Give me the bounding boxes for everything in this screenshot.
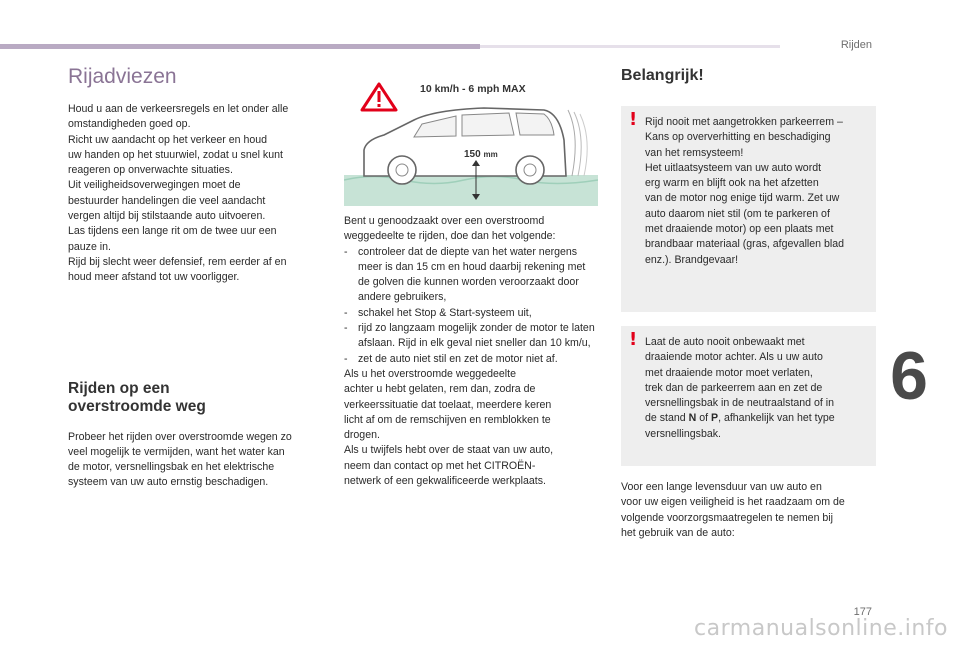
warning-text-part: of	[696, 412, 711, 425]
water-depth-value: 150	[464, 149, 481, 160]
driving-advice-text: Houd u aan de verkeersregels en let onder alle omstandigheden goed op. Richt uw aandacht op het verkeer en houd uw handen op het stuurwiel, zodat u snel kunt reageren op onverwachte situaties. Uit veiligheidsoverwegingen moet de bestuurder handelingen die veel aandacht vergen altijd bij stilstaande auto uitvoeren. Las tijdens een lange rit om de twee uur een pauze in. Rijd bij slecht weer defensief, rem eerder af en houd meer afstand tot uw voorligger.	[68, 103, 289, 284]
page-number: 177	[853, 606, 872, 618]
flooded-road-illustration	[344, 80, 598, 206]
gear-p-label: P	[710, 412, 719, 425]
list-item: - rijd zo langzaam mogelijk zonder de motor te laten afslaan. Rijd in elk geval niet sneller dan 10 km/u,	[344, 321, 600, 352]
list-item: - schakel het Stop & Start-systeem uit,	[344, 306, 600, 321]
exclamation-icon: !	[629, 109, 638, 130]
warning-text-engine-running	[645, 335, 864, 442]
header-accent-bar	[0, 44, 480, 49]
warning-box-engine-running	[621, 326, 876, 466]
flooded-road-steps	[344, 245, 600, 367]
warning-text-part: Laat de auto nooit onbewaakt met draaiende motor achter. Als u uw auto met draaiende motor moet verlaten, trek dan de parkeerrem aan en zet de versnellingsbak in de neutraalstand of in de stand	[645, 336, 835, 425]
gear-n-label: N	[688, 412, 697, 425]
flooded-road-text: Probeer het rijden over overstroomde wegen zo veel mogelijk te vermijden, want het water kan de motor, versnellingsbak en het elektrische systeem van uw auto ernstig beschadigen.	[68, 430, 292, 489]
header-accent-bar-light	[480, 45, 780, 48]
warning-triangle-icon	[362, 84, 396, 110]
warning-text-parking-brake: Rijd nooit met aangetrokken parkeerrem – Kans op oververhitting en beschadiging van het remsysteem! Het uitlaatsysteem van uw auto wordt erg warm en blijft ook na het afzetten van de motor nog enige tijd warm. Zet uw auto daarom niet stil (om te parkeren of met draaiende motor) op een plaats met brandbaar materiaal (gras, afgevallen blad enz.). Brandgevaar!	[645, 116, 845, 266]
precautions-intro: Voor een lange levensduur van uw auto en voor uw eigen veiligheid is het raadzaam om de volgende voorzorgsmaatregelen te nemen bij het gebruik van de auto:	[621, 481, 845, 539]
flooded-road-heading	[68, 380, 326, 416]
car-in-water-drawing	[344, 80, 598, 206]
list-item: - zet de auto niet stil en zet de motor niet af.	[344, 352, 600, 367]
page-title: Rijadviezen	[68, 65, 177, 88]
chapter-number: 6	[890, 338, 928, 414]
flooded-road-intro: Bent u genoodzaakt over een overstroomd weggedeelte te rijden, doe dan het volgende:	[344, 215, 556, 243]
section-label: Rijden	[840, 39, 872, 51]
water-depth-label	[464, 147, 498, 162]
list-item: - controleer dat de diepte van het water nergens meer is dan 15 cm en houd daarbij rekening met de golven die kunnen worden veroorzaakt door andere gebruikers,	[344, 245, 600, 306]
column-flooded-road	[344, 80, 600, 489]
flooded-road-after-text: Als u het overstroomde weggedeelte achter u hebt gelaten, rem dan, zodra de verkeerssituatie dat toelaat, meerdere keren licht af om de remschijven en remblokken te drogen. Als u twijfels hebt over de staat van uw auto, neem dan contact op met het CITROËN- netwerk of een gekwalificeerde werkplaats.	[344, 367, 554, 488]
column-important	[621, 66, 876, 541]
water-depth-unit: mm	[483, 150, 498, 159]
water-area	[344, 175, 598, 206]
important-heading: Belangrijk!	[621, 67, 704, 84]
column-driving-advice	[68, 64, 326, 491]
warning-text-part: , afhankelijk van het type versnellingsbak.	[645, 412, 835, 440]
warning-box-parking-brake	[621, 106, 876, 312]
flooded-road-heading-line1: Rijden op een	[68, 379, 170, 397]
speed-limit-label: 10 km/h - 6 mph MAX	[420, 83, 526, 95]
flooded-road-heading-line2: overstroomde weg	[68, 397, 206, 415]
exclamation-icon: !	[629, 329, 638, 350]
watermark: carmanualsonline.info	[694, 616, 948, 641]
